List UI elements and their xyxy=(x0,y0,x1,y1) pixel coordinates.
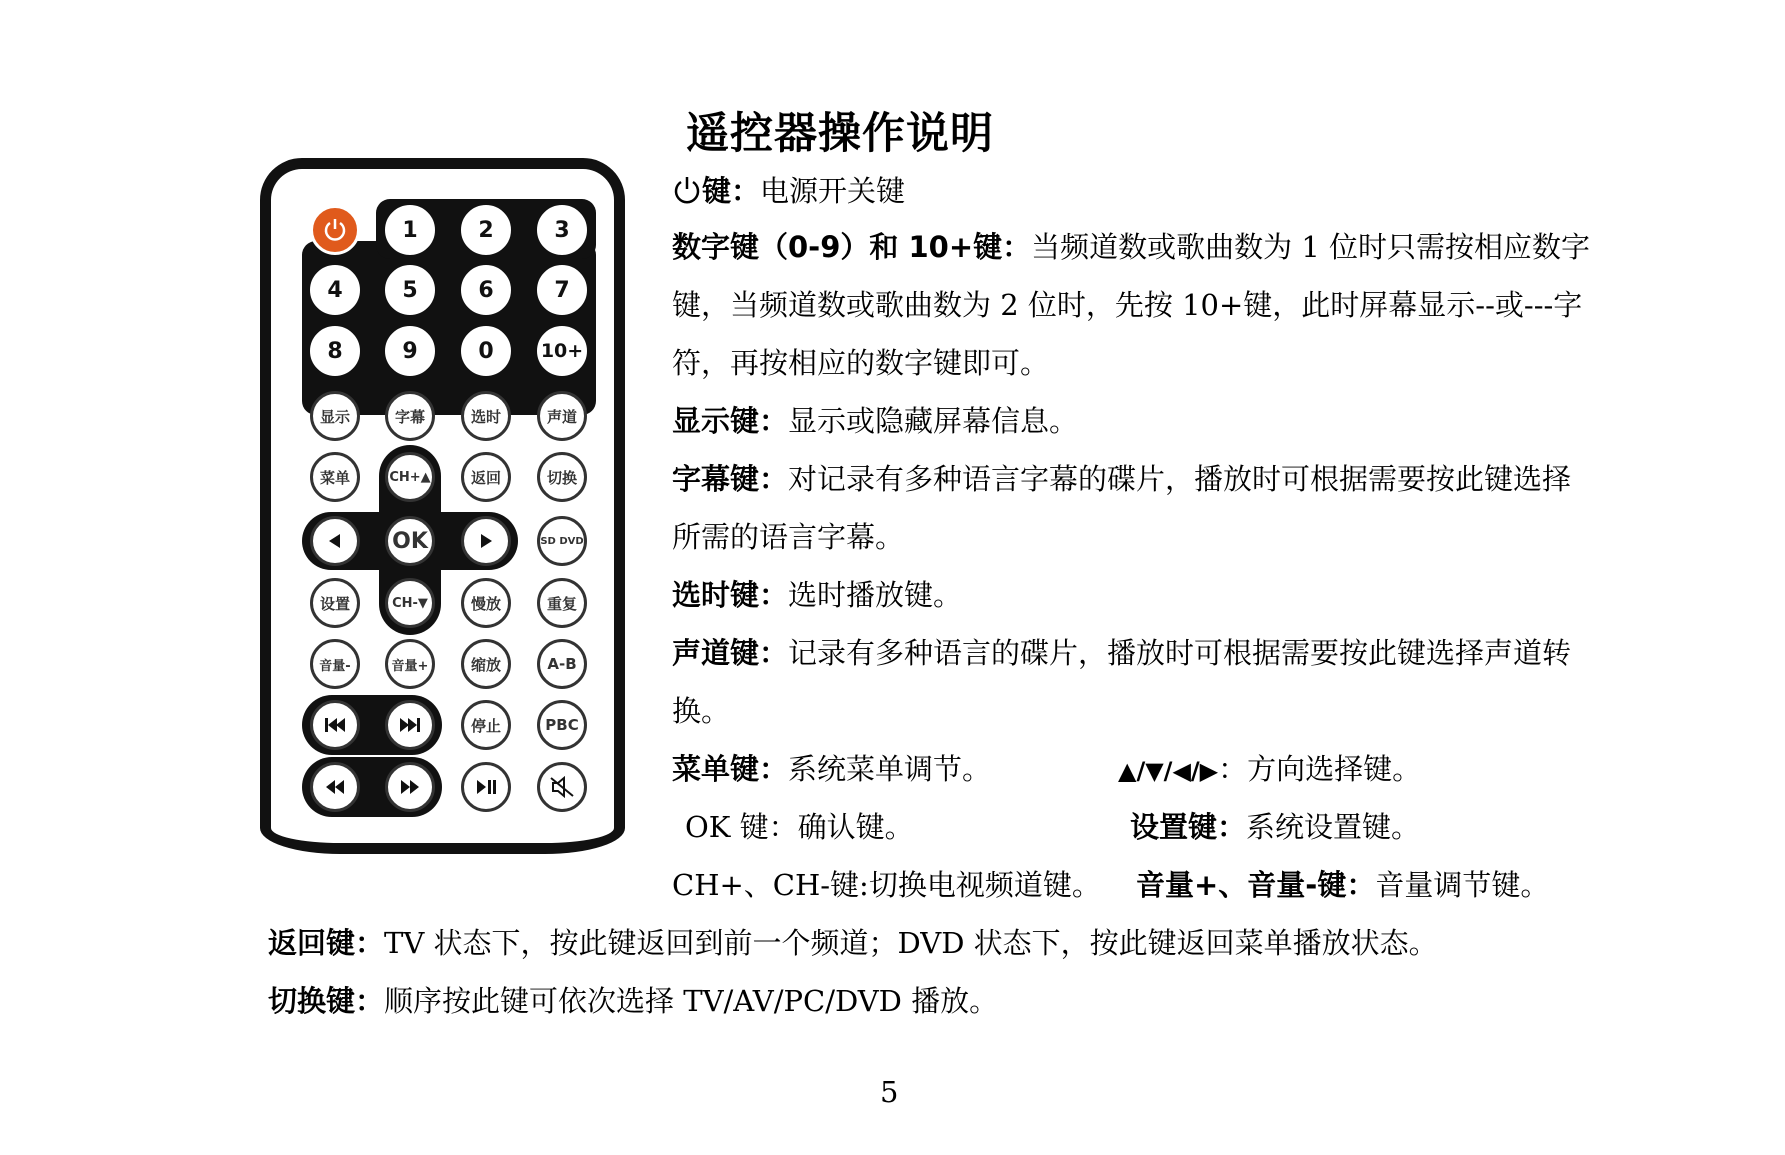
key-1[interactable]: 1 xyxy=(385,205,435,255)
audio-button[interactable]: 声道 xyxy=(537,391,587,441)
return-key-line xyxy=(268,914,1438,972)
key-6[interactable]: 6 xyxy=(461,265,511,315)
repeat-button[interactable]: 重复 xyxy=(537,578,587,628)
previous-icon xyxy=(323,716,347,734)
ch-key-label: CH+、CH-键: xyxy=(672,868,869,902)
stop-button[interactable]: 停止 xyxy=(461,700,511,750)
menu-key-line xyxy=(672,740,991,798)
audio-key-label: 声道键： xyxy=(672,636,789,670)
numeric-key-label: 数字键（0-9）和 10+键： xyxy=(672,230,1032,264)
menu-key-text: 系统菜单调节。 xyxy=(788,752,992,786)
key-2[interactable]: 2 xyxy=(461,205,511,255)
ok-button[interactable]: OK xyxy=(385,516,435,566)
numeric-key-text: 当频道数或歌曲数为 1 位时只需按相应数字键，当频道数或歌曲数为 2 位时，先按 10+键，此时屏幕显示--或---字符，再按相应的数字键即可。 xyxy=(672,230,1591,380)
right-arrow-icon xyxy=(476,531,496,551)
next-button[interactable] xyxy=(385,700,435,750)
subtitle-key-label: 字幕键： xyxy=(672,462,789,496)
rewind-button[interactable] xyxy=(310,762,360,812)
time-select-key-label: 选时键： xyxy=(672,578,789,612)
volume-key-line xyxy=(1136,856,1549,914)
ch-up-button[interactable]: CH+▲ xyxy=(385,452,435,502)
arrow-keys-label: ▲/▼/◀/▶ xyxy=(1118,757,1219,785)
return-key-text: TV 状态下，按此键返回到前一个频道；DVD 状态下，按此键返回菜单播放状态。 xyxy=(384,926,1438,960)
pbc-button[interactable]: PBC xyxy=(537,700,587,750)
numeric-key-paragraph xyxy=(672,218,1592,392)
slow-button[interactable]: 慢放 xyxy=(461,578,511,628)
key-0[interactable]: 0 xyxy=(461,326,511,376)
ch-down-button[interactable]: CH-▼ xyxy=(385,578,435,628)
volume-key-text: 音量调节键。 xyxy=(1375,868,1550,902)
mute-button[interactable] xyxy=(537,762,587,812)
ab-repeat-button[interactable]: A-B xyxy=(537,639,587,689)
key-9[interactable]: 9 xyxy=(385,326,435,376)
power-icon xyxy=(322,217,348,243)
key-4[interactable]: 4 xyxy=(310,265,360,315)
key-5[interactable]: 5 xyxy=(385,265,435,315)
audio-key-text: 记录有多种语言的碟片，播放时可根据需要按此键选择声道转换。 xyxy=(672,636,1572,728)
menu-button[interactable]: 菜单 xyxy=(310,452,360,502)
volume-key-label: 音量+、音量-键： xyxy=(1136,868,1376,902)
switch-key-label: 切换键： xyxy=(268,984,385,1018)
return-key-label: 返回键： xyxy=(268,926,385,960)
fast-forward-icon xyxy=(398,778,422,796)
display-key-label: 显示键： xyxy=(672,404,789,438)
zoom-button[interactable]: 缩放 xyxy=(461,639,511,689)
left-button[interactable] xyxy=(310,516,360,566)
switch-key-text: 顺序按此键可依次选择 TV/AV/PC/DVD 播放。 xyxy=(384,984,999,1018)
next-icon xyxy=(398,716,422,734)
ch-key-text: 切换电视频道键。 xyxy=(868,868,1101,902)
mute-icon xyxy=(549,776,575,798)
time-select-key-text: 选时播放键。 xyxy=(788,578,963,612)
switch-button[interactable]: 切换 xyxy=(537,452,587,502)
menu-key-label: 菜单键： xyxy=(672,752,789,786)
time-select-button[interactable]: 选时 xyxy=(461,391,511,441)
rewind-icon xyxy=(323,778,347,796)
key-8[interactable]: 8 xyxy=(310,326,360,376)
play-pause-button[interactable] xyxy=(461,762,511,812)
ok-key-text: 确认键。 xyxy=(797,810,914,844)
setup-key-text: 系统设置键。 xyxy=(1246,810,1421,844)
right-button[interactable] xyxy=(461,516,511,566)
ok-key-line xyxy=(685,798,914,856)
remote-control-illustration xyxy=(260,158,625,854)
time-select-key-line xyxy=(672,566,962,624)
display-key-text: 显示或隐藏屏幕信息。 xyxy=(788,404,1079,438)
left-arrow-icon xyxy=(325,531,345,551)
prev-button[interactable] xyxy=(310,700,360,750)
subtitle-button[interactable]: 字幕 xyxy=(385,391,435,441)
power-key-label: 键： xyxy=(702,174,761,208)
ch-key-line xyxy=(672,856,1101,914)
ok-key-label: OK 键： xyxy=(685,810,798,844)
setup-button[interactable]: 设置 xyxy=(310,578,360,628)
switch-key-line xyxy=(268,972,998,1030)
play-pause-icon xyxy=(474,778,498,796)
subtitle-key-text: 对记录有多种语言字幕的碟片，播放时可根据需要按此键选择所需的语言字幕。 xyxy=(672,462,1572,554)
key-3[interactable]: 3 xyxy=(537,205,587,255)
fast-forward-button[interactable] xyxy=(385,762,435,812)
key-10plus[interactable]: 10+ xyxy=(537,326,587,376)
power-button[interactable] xyxy=(310,205,360,255)
page-title: 遥控器操作说明 xyxy=(686,109,994,159)
sd-dvd-button[interactable]: SD DVD xyxy=(537,516,587,566)
power-key-text: 电源开关键 xyxy=(760,174,906,208)
setup-key-label: 设置键： xyxy=(1130,810,1247,844)
return-button[interactable]: 返回 xyxy=(461,452,511,502)
setup-key-line xyxy=(1130,798,1420,856)
display-key-line xyxy=(672,392,1078,450)
audio-key-paragraph xyxy=(672,624,1592,740)
volume-up-button[interactable]: 音量+ xyxy=(385,639,435,689)
key-7[interactable]: 7 xyxy=(537,265,587,315)
arrow-keys-line xyxy=(1118,740,1421,800)
page-number: 5 xyxy=(880,1075,899,1109)
subtitle-key-paragraph xyxy=(672,450,1592,566)
power-icon xyxy=(672,175,702,205)
power-key-line xyxy=(672,162,905,220)
arrow-keys-text: ：方向选择键。 xyxy=(1218,752,1422,786)
display-button[interactable]: 显示 xyxy=(310,391,360,441)
volume-down-button[interactable]: 音量- xyxy=(310,639,360,689)
